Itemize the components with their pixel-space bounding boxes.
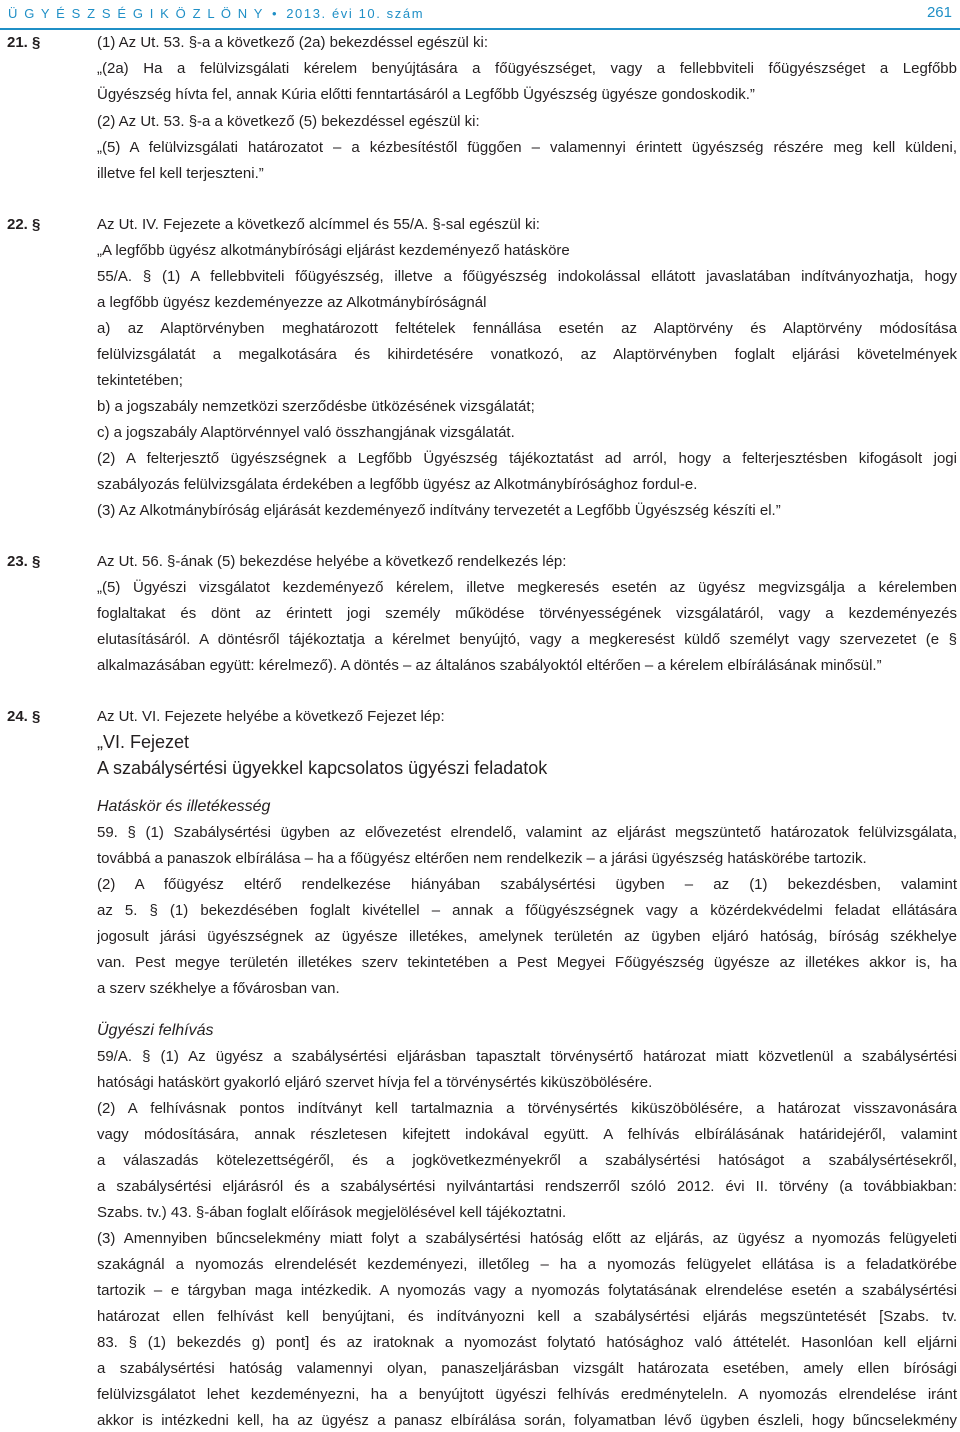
text-line: „A legfőbb ügyész alkotmánybírósági eljárást kezdeményező hatásköre (97, 242, 570, 259)
text-line: Ügyészség hívta fel, annak Kúria előtti fenntartásáról a Legfőbb Ügyészség ügyésze gondoskodik.” (97, 86, 755, 103)
text-line: akkor is intézkedni kell, ha az ügyész a panasz elbírálása során, folyamatban lévő ügyben észleli, hogy bűncselekmény (97, 1412, 957, 1429)
text-line: felülvizsgálatát a megalkotására és kihirdetésére vonatkozó, az Alaptörvényben foglalt eljárási követelmények (97, 346, 957, 363)
text-line: 59/A. § (1) Az ügyész a szabálysértési eljárásban tapasztalt törvénysértő határozat miatt közvetlenül a szabálysértési (97, 1048, 957, 1065)
chapter-heading: „VI. Fejezet (97, 732, 190, 752)
text-line: jogosult járási ügyészségnek az ügyésze illetékes, amelynek területén az ügyben eljáró hatóság, bíróság székhelye (97, 928, 957, 945)
text-line: 83. § (1) bekezdés g) pont] és az iratoknak a nyomozást folytató hatósághoz való áttételét. Hasonlóan kell eljárni (97, 1334, 957, 1351)
text-line: „(5) A felülvizsgálati határozatot – a kézbesítéstől függően – valamennyi érintett ügyészség részére meg kell küldeni, (97, 139, 957, 156)
text-line: a szerv székhelye a fővárosban van. (97, 980, 340, 997)
text-line: illetve fel kell terjeszteni.” (97, 165, 264, 182)
text-line: (2) A főügyész eltérő rendelkezése hiányában szabálysértési ügyben – az (1) bekezdésben, valamint (97, 876, 957, 893)
text-line: elutasításáról. A döntésről tájékoztatja a kérelmet benyújtó, vagy a megkeresést küldő személyt vagy szervezetet (e § (97, 631, 957, 648)
section-number: 23. (7, 553, 28, 570)
text-line: szakágnál a nyomozás elrendelését kezdeményezi, illetőleg – ha a nyomozás felügyelet ellátása is a feladatkörébe (97, 1256, 957, 1273)
journal-title (8, 6, 424, 21)
text-line: a legfőbb ügyész kezdeményezze az Alkotmánybíróságnál (97, 294, 487, 311)
text-line: hatósági hatáskört gyakorló eljáró szervet hívja fel a törvénysértés kiküszöbölésére. (97, 1074, 653, 1091)
header-rule (0, 28, 960, 30)
text-line: a válaszadás kötelezettségéről, és a jogkövetkezményekről a szabálysértési hatóságot a szabálysértésekről, (97, 1152, 957, 1169)
text-line: (2) A felhívásnak pontos indítványt kell tartalmaznia a törvénysértés kiküszöbölésére, a határozat visszavonására (97, 1100, 957, 1117)
text-line: Az Ut. 56. §-ának (5) bekezdése helyébe a következő rendelkezés lép: (97, 553, 567, 570)
text-line: Az Ut. VI. Fejezete helyébe a következő Fejezet lép: (97, 708, 445, 725)
text-line: „(2a) Ha a felülvizsgálati kérelem benyújtására a főügyészséget, vagy a fellebbviteli főügyészséget a Legfőbb (97, 60, 957, 77)
page-number: 261 (926, 4, 952, 21)
subsection-heading: Hatáskör és illetékesség (97, 798, 271, 815)
text-line: foglaltakat és dönt az érintett jogi személy működése törvényességének vizsgálatáról, vagy a kezdeményezés (97, 605, 957, 622)
journal-name: Ü G Y É S Z S É G I K Ö Z L Ö N Y (8, 6, 265, 21)
text-line: „(5) Ügyészi vizsgálatot kezdeményező kérelem, illetve megkeresés esetén az ügyész megvizsgálja a kérelemben (97, 579, 957, 596)
text-line: a szabálysértési eljárásról és a szabálysértési nyilvántartási rendszerről szóló 2012. évi II. törvény (a továbbiakban: (97, 1178, 957, 1195)
text-line: b) a jogszabály nemzetközi szerződésbe ütközésének vizsgálatát; (97, 398, 535, 415)
issue-label: 2013. évi 10. szám (286, 6, 425, 21)
section-number: 21. (7, 34, 28, 51)
chapter-heading: A szabálysértési ügyekkel kapcsolatos ügyészi feladatok (97, 758, 548, 778)
text-line: (2) A felterjesztő ügyészségnek a Legfőbb Ügyészség tájékoztatást ad arról, hogy a felterjesztésben kifogásolt jogi (97, 450, 957, 467)
text-line: határozat ellen felhívást kell benyújtani, és indítványozni kell a szabálysértési eljárás megszüntetését [Szabs. tv. (97, 1308, 957, 1325)
text-line: van. Pest megye területén illetékes szerv tekintetében a Pest Megyei Főügyészség ügyésze az illetékes akkor is, ha (97, 954, 957, 971)
text-line: továbbá a panaszok elbírálása – ha a főügyész eltérően nem rendelkezik – a járási ügyészség hatáskörébe tartozik. (97, 850, 867, 867)
header-bullet: • (272, 6, 279, 21)
text-line: (3) Az Alkotmánybíróság eljárását kezdeményező indítvány tervezetét a Legfőbb Ügyészség készíti el.” (97, 502, 781, 519)
text-line: Az Ut. IV. Fejezete a következő alcímmel és 55/A. §-sal egészül ki: (97, 216, 540, 233)
section-sign: § (32, 34, 41, 51)
text-line: 55/A. § (1) A fellebbviteli főügyészség, illetve a főügyészség indokolással ellátott javaslatában indítványozhatja, hogy (97, 268, 957, 285)
section-sign: § (32, 216, 41, 233)
text-line: (2) Az Ut. 53. §-a a következő (5) bekezdéssel egészül ki: (97, 113, 480, 130)
text-line: (3) Amennyiben bűncselekmény miatt folyt a szabálysértési hatóság előtt az eljárás, az ügyész a nyomozás felügyeleti (97, 1230, 957, 1247)
section-number: 24. (7, 708, 28, 725)
running-header (8, 2, 952, 26)
text-line: tartozik – e tárgyban maga intézkedik. A nyomozás vagy a nyomozás folytatásának elrendelése esetén a szabálysértési (97, 1282, 957, 1299)
text-line: szabályozás felülvizsgálata érdekében a legfőbb ügyész az Alkotmánybírósághoz fordul-e. (97, 476, 698, 493)
section-number: 22. (7, 216, 28, 233)
text-line: tekintetében; (97, 372, 183, 389)
text-line: 59. § (1) Szabálysértési ügyben az elővezetést elrendelő, valamint az eljárást megszüntető határozatok felülvizsgálata, (97, 824, 957, 841)
text-line: Szabs. tv.) 43. §-ában foglalt előírások megjelölésével kell tájékoztatni. (97, 1204, 567, 1221)
text-line: felülvizsgálatot lehet kezdeményezni, ha a benyújtott ügyészi felhívás eredményteleln. A nyomozás elrendelése iránt (97, 1386, 957, 1403)
section-sign: § (32, 553, 41, 570)
subsection-heading: Ügyészi felhívás (97, 1022, 214, 1039)
text-line: (1) Az Ut. 53. §-a a következő (2a) bekezdéssel egészül ki: (97, 34, 489, 51)
text-line: vagy módosítására, annak részletesen kifejtett indokával együtt. A felhívás elbírálásának határidejéről, valamint (97, 1126, 957, 1143)
section-sign: § (32, 708, 41, 725)
text-line: alkalmazásában együtt: kérelmező). A döntés – az általános szabályoktól eltérően – a kérelem elbírálásának minősül.” (97, 657, 882, 674)
text-line: a) az Alaptörvényben meghatározott feltételek fennállása esetén az Alaptörvény és Alaptörvény módosítása (97, 320, 957, 337)
text-line: az 5. § (1) bekezdésében foglalt kivétellel – annak a főügyészségnek vagy a közérdekvédelmi feladat ellátására (97, 902, 957, 919)
text-line: c) a jogszabály Alaptörvénnyel való összhangjának vizsgálatát. (97, 424, 515, 441)
text-line: a szabálysértési hatóság valamennyi olyan, panaszeljárásban vizsgált határozata esetében, amely ellen bírósági (97, 1360, 957, 1377)
